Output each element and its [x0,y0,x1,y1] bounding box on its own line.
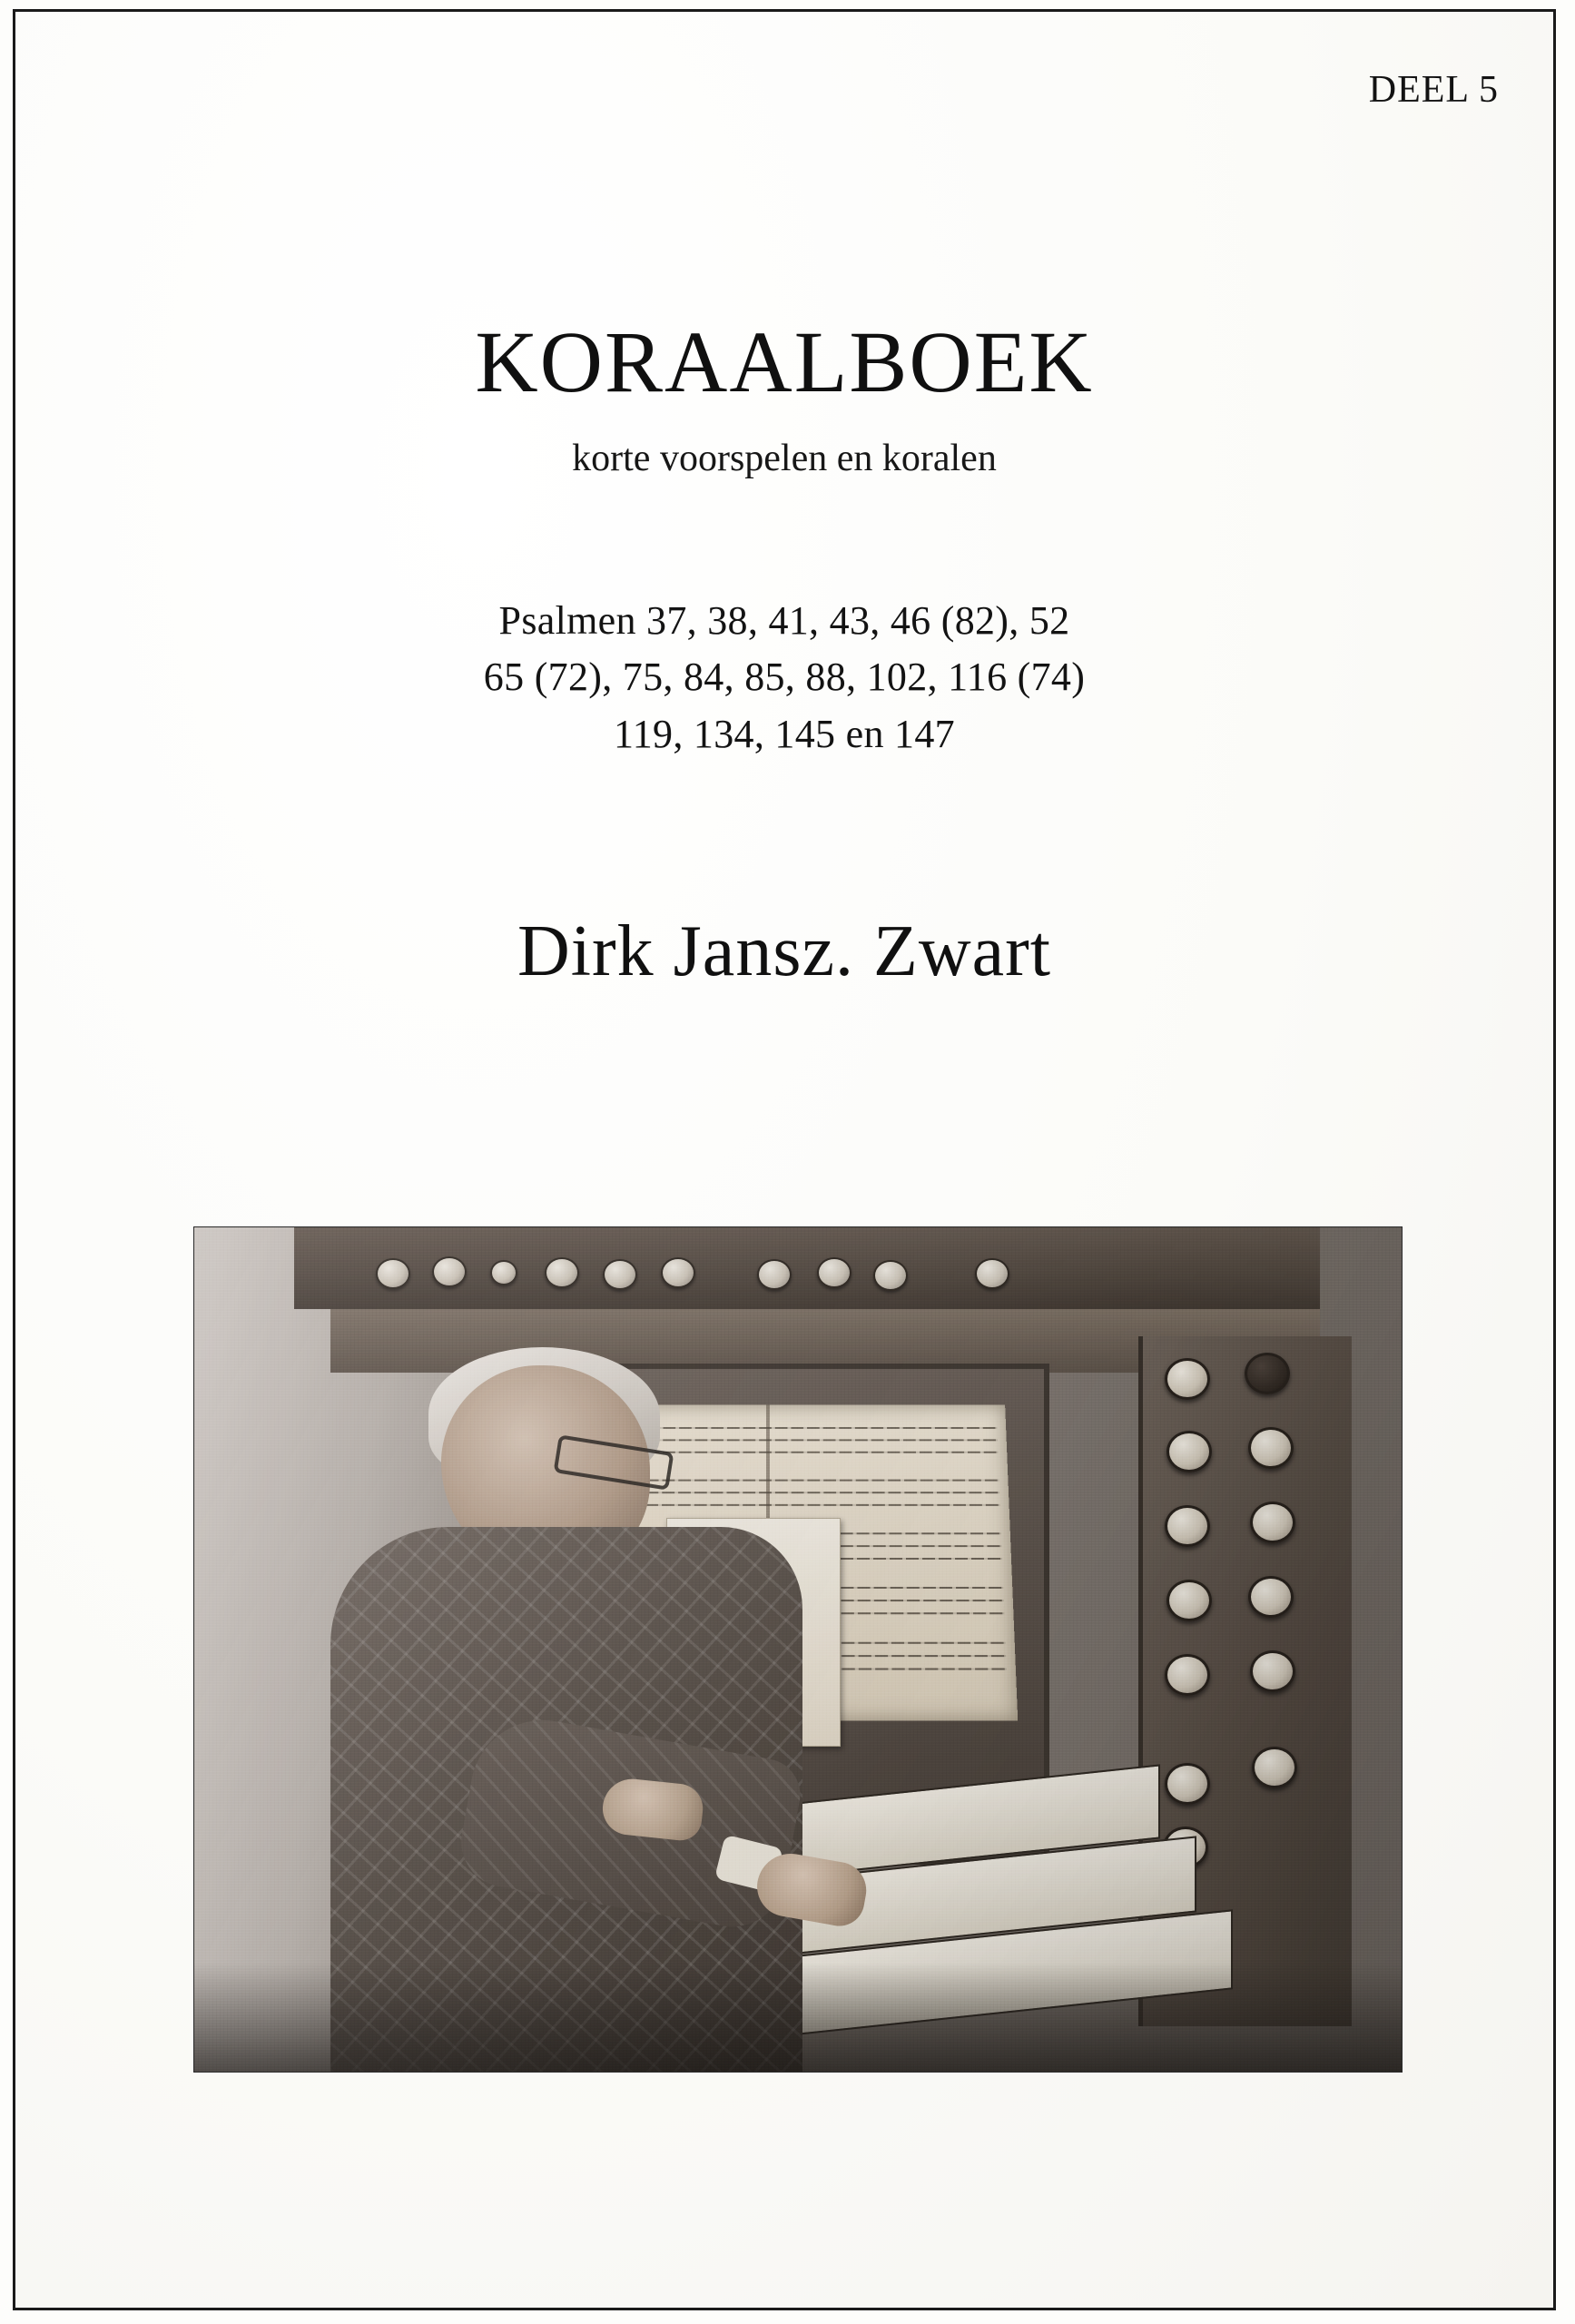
contents-line: Psalmen 37, 38, 41, 43, 46 (82), 52 [498,598,1070,643]
author-name: Dirk Jansz. Zwart [517,911,1051,991]
contents-line: 65 (72), 75, 84, 85, 88, 102, 116 (74) [483,655,1086,700]
part-label: DEEL 5 [1368,69,1499,111]
page-subtitle: korte voorspelen en koralen [572,438,997,479]
contents-list [15,593,1553,763]
contents-line: 119, 134, 145 en 147 [614,711,955,756]
photo-grain-overlay [194,1227,1402,2072]
cover-photograph [193,1226,1403,2073]
photo-content [194,1227,1402,2072]
scan-border [13,9,1556,2310]
page-title: KORAALBOEK [475,313,1094,410]
